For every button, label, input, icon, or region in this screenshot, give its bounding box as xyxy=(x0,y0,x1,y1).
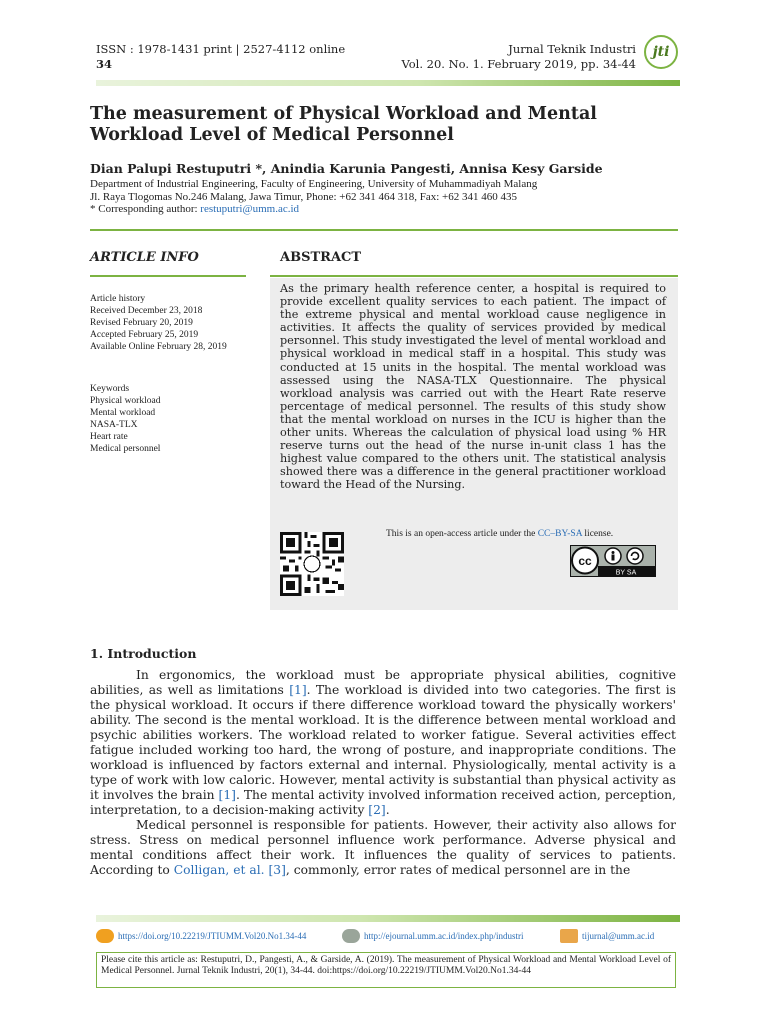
article-info-heading: ARTICLE INFO xyxy=(90,250,199,265)
introduction-body xyxy=(90,668,676,878)
abstract-rule xyxy=(270,275,678,277)
abstract-heading: ABSTRACT xyxy=(280,250,362,265)
corresponding-label: * Corresponding author: xyxy=(90,203,198,215)
address: Jl. Raya Tlogomas No.246 Malang, Jawa Timur, Phone: +62 341 464 318, Fax: +62 341 460 435 xyxy=(90,190,518,203)
keyword-item: Heart rate xyxy=(90,432,128,442)
citation-link[interactable]: Colligan, et al. [3] xyxy=(173,863,286,877)
affiliation xyxy=(90,178,537,216)
web-icon xyxy=(342,929,360,943)
doi-link[interactable]: https://doi.org/10.22219/JTIUMM.Vol20.No1.34-44 xyxy=(118,931,307,941)
keywords-label: Keywords xyxy=(90,384,130,394)
keyword-item: Mental workload xyxy=(90,408,156,418)
doi-item xyxy=(96,929,306,943)
article-history xyxy=(90,293,227,353)
web-link[interactable]: http://ejournal.umm.ac.id/index.php/industri xyxy=(364,931,524,941)
paragraph: In ergonomics, the workload must be appropriate physical abilities, cognitive abilities, as well as limitations [1]. The workload is divided into two categories. The first is the physical workload. It occurs if there difference workload toward the physically workers' ability. The second is the mental workload. It is the difference between mental workload and psychic abilities workers. The workload related to worker fatigue. Several activities effect fatigue included working too hard, the wrong of posture, and inappropriate conditions. The workload is influenced by factors external and internal. Physiologically, mental activity is a type of work with low caloric. However, mental activity is substantial than physical activity as it involves the brain [1]. The mental activity involved information received action, perception, interpretation, to a decision-making activity [2]. xyxy=(90,668,676,817)
paragraph: Medical personnel is responsible for patients. However, their activity also allows for stress. Stress on medical personnel influence work performance. Adverse physical and mental conditions affect their work. It influences the quality of services to patients. According to Colligan, et al. [3], commonly, error rates of medical personnel are in the xyxy=(90,818,676,877)
corresponding-author xyxy=(90,203,537,216)
cc-badge-text: BY SA xyxy=(615,569,637,577)
journal-logo: jti xyxy=(644,35,678,69)
keyword-item: NASA-TLX xyxy=(90,420,138,430)
abstract-text: As the primary health reference center, a hospital is required to provide excellent quality services to each patient. The impact of the extreme physical and mental workload cause negligence in activities. It affects the quality of services provided by medical personnel. This study investigated the level of mental workload and physical workload in medical staff in a hospital. This study was conducted at 15 units in the hospital. The mental workload was assessed using the NASA-TLX Questionnaire. The physical workload analysis was carried out with the Heart Rate reserve percentage of medical personnel. The results of this study show that the mental workload on nurses in the ICU is higher than the other units. Whereas the calculation of physical load using % HR reserve turns out the head of the nurse in-unit class 1 has the highest value compared to the others unit. The statistical analysis showed there was a difference in the general practitioner workload toward the Head of the Nursing. xyxy=(280,282,666,492)
introduction-heading: 1. Introduction xyxy=(90,646,197,661)
keyword-item: Medical personnel xyxy=(90,444,161,454)
open-access-note xyxy=(386,529,613,539)
corresponding-email-link[interactable]: restuputri@umm.ac.id xyxy=(200,203,300,215)
email-link[interactable]: tijurnal@umm.ac.id xyxy=(582,931,655,941)
paper-title: The measurement of Physical Workload and Mental Workload Level of Medical Personnel xyxy=(90,104,597,145)
section-divider xyxy=(90,229,678,231)
oa-prefix: This is an open-access article under the xyxy=(386,529,538,539)
history-label: Article history xyxy=(90,294,146,304)
issn: ISSN : 1978-1431 print | 2527-4112 online xyxy=(96,42,346,56)
department: Department of Industrial Engineering, Faculty of Engineering, University of Muhammadiyah Malang xyxy=(90,178,538,190)
email-icon xyxy=(560,929,578,943)
oa-suffix: license. xyxy=(582,529,614,539)
journal-name: Jurnal Teknik Industri xyxy=(508,42,636,56)
article-info-rule xyxy=(90,275,246,277)
revised-date: Revised February 20, 2019 xyxy=(90,318,193,328)
svg-text:cc: cc xyxy=(578,554,592,568)
license-link[interactable]: CC–BY-SA xyxy=(537,529,583,539)
header-right xyxy=(401,42,636,72)
citation-box: Please cite this article as: Restuputri, D., Pangesti, A., & Garside, A. (2019). The measurement of Physical Workload and Mental Workload Level of Medical Personnel. Jurnal Teknik Industri, 20(1), 34-44. doi:https://doi.org/10.22219/JTIUMM.Vol20.No1.34-44 xyxy=(96,952,676,988)
keywords xyxy=(90,383,160,455)
authors: Dian Palupi Restuputri *, Anindia Karunia Pangesti, Annisa Kesy Garside xyxy=(90,161,603,176)
accepted-date: Accepted February 25, 2019 xyxy=(90,330,199,340)
doi-icon xyxy=(96,929,114,943)
cc-by-sa-license-icon[interactable] xyxy=(570,545,656,577)
online-date: Available Online February 28, 2019 xyxy=(90,342,227,352)
citation-link[interactable]: [1] xyxy=(289,683,307,697)
footer-links xyxy=(96,929,680,949)
volume-info: Vol. 20. No. 1. February 2019, pp. 34-44 xyxy=(401,57,636,71)
received-date: Received December 23, 2018 xyxy=(90,306,203,316)
citation-link[interactable]: [2] xyxy=(368,803,386,817)
keyword-item: Physical workload xyxy=(90,396,161,406)
header-left xyxy=(96,42,345,72)
page-number: 34 xyxy=(96,57,113,71)
citation-link[interactable]: [1] xyxy=(218,788,236,802)
web-item xyxy=(342,929,523,943)
header-rule xyxy=(96,80,680,86)
footer-rule xyxy=(96,915,680,922)
qr-code-icon[interactable] xyxy=(280,532,344,596)
email-item xyxy=(560,929,654,943)
